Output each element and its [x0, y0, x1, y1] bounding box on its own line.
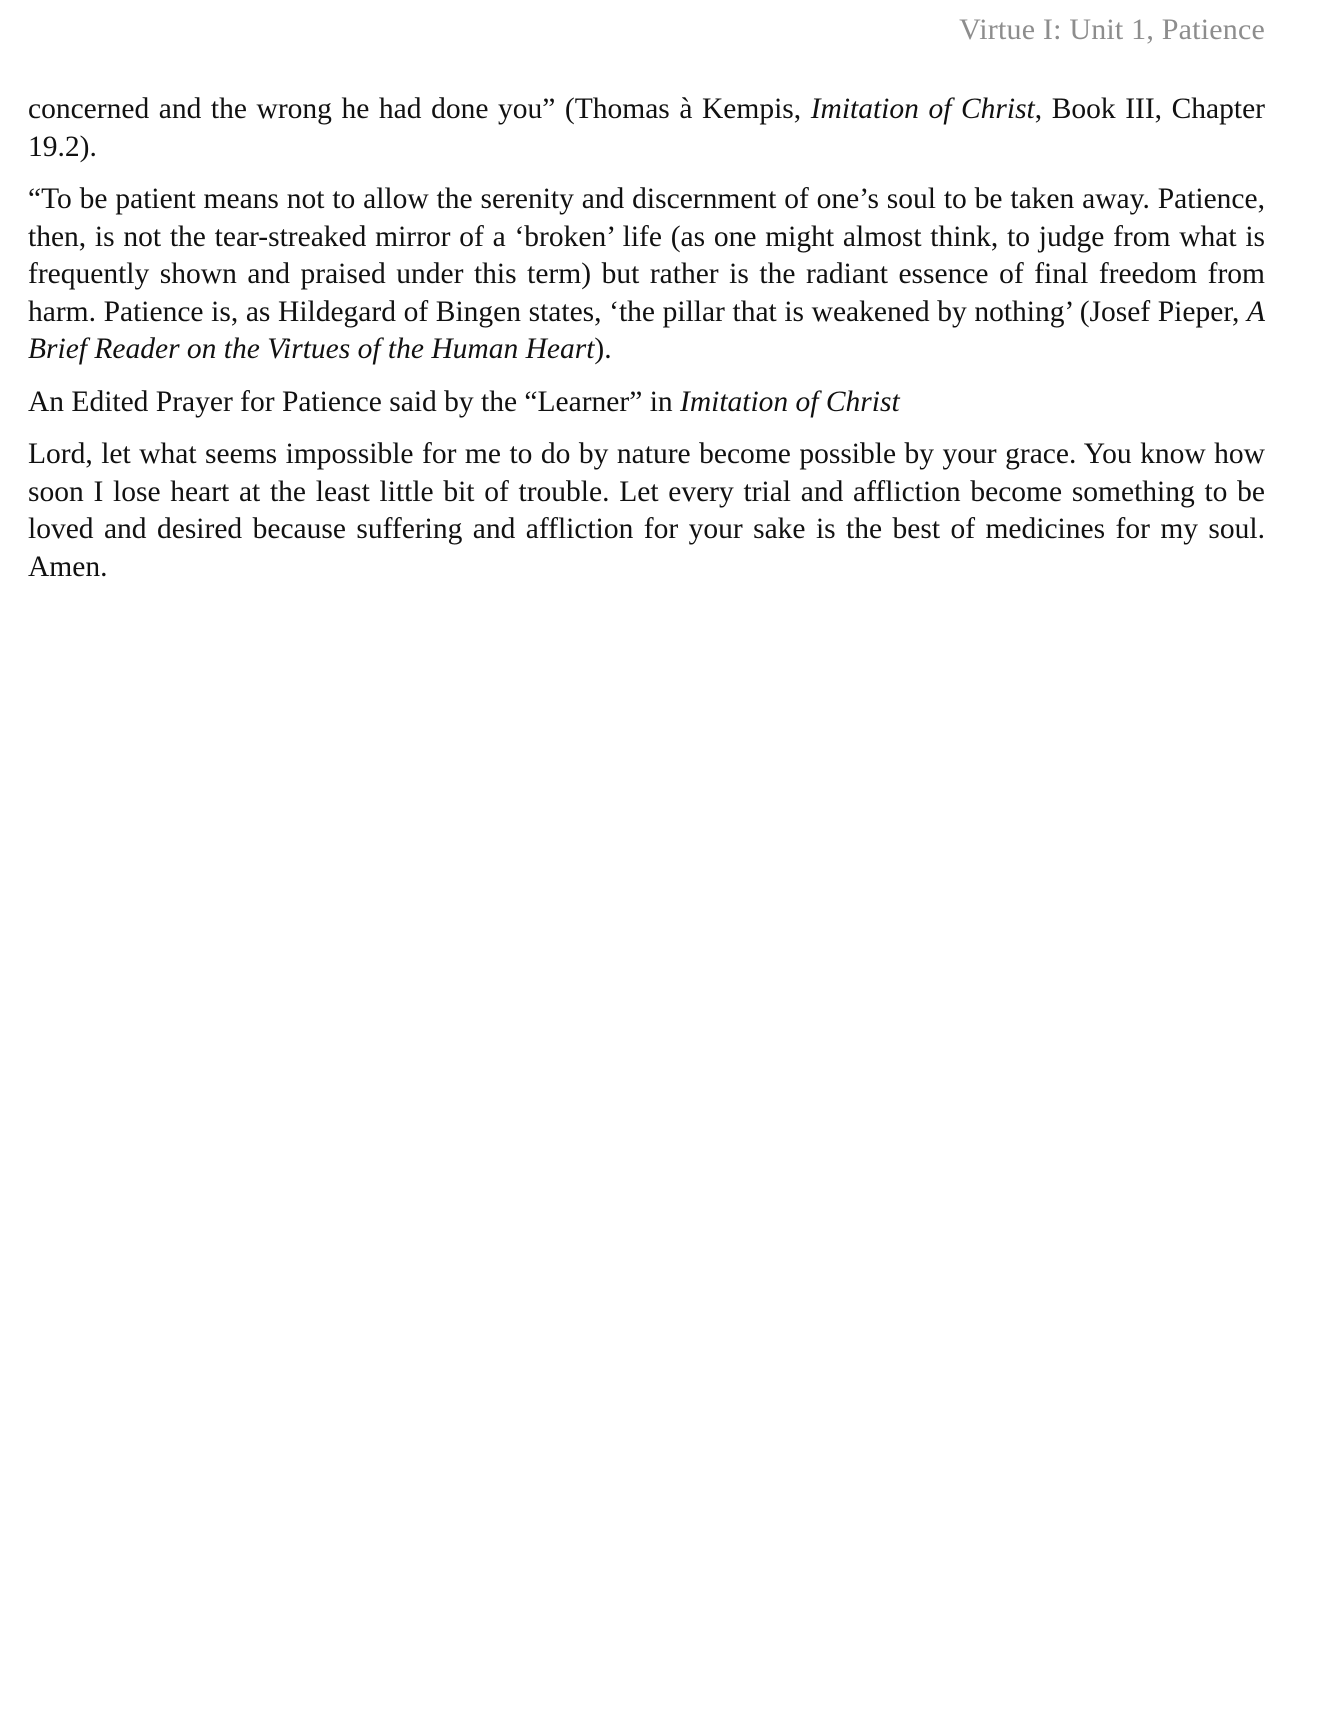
- book-title-citation: Imitation of Christ: [810, 93, 1035, 125]
- prayer-text: Lord, let what seems impossible for me to do by nature become possible by your grace. You know how soon I lose heart at the least little bit of trouble. Let every trial and affliction become something to be loved and desired because suffering and affliction for your sake is the best of medicines for my soul. Amen.: [28, 438, 1265, 583]
- paragraph-kempis-quote-end: [28, 91, 1265, 166]
- running-header: Virtue I: Unit 1, Patience: [959, 13, 1265, 46]
- prayer-heading: [28, 384, 1265, 422]
- paragraph-pieper-quote: [28, 181, 1265, 369]
- heading-text: An Edited Prayer for Patience said by the “Learner” in: [28, 385, 681, 418]
- book-title-citation: Imitation of Christ: [680, 385, 900, 418]
- paragraph-text: concerned and the wrong he had done you” (Thomas à Kempis,: [28, 93, 811, 125]
- document-page: [28, 0, 1265, 601]
- book-title-citation: A Brief Reader on the Virtues of the Human Heart: [28, 295, 1265, 365]
- paragraph-text: ).: [594, 333, 612, 365]
- paragraph-text: “To be patient means not to allow the serenity and discernment of one’s soul to be taken away. Patience, then, is not the tear-streaked mirror of a ‘broken’ life (as one might almost think, to judge from what is frequently shown and praised under this term) but rather is the radiant essence of final freedom from harm. Patience is, as Hildegard of Bingen states, ‘the pillar that is weakened by nothing’ (Josef Pieper,: [28, 183, 1265, 328]
- paragraph-text: , Book III, Chapter 19.2).: [28, 93, 1265, 163]
